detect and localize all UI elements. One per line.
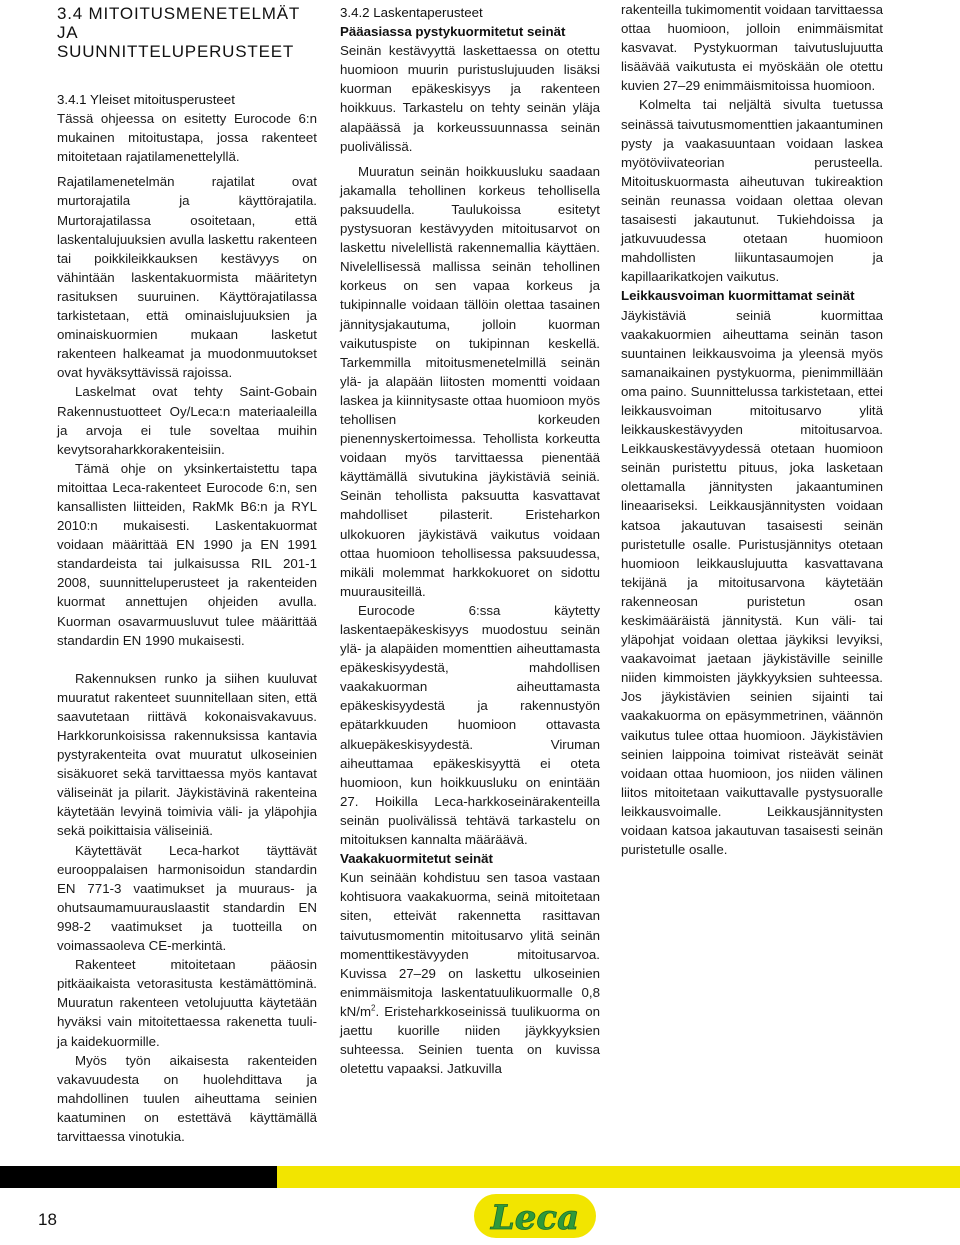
subsection-heading-general: 3.4.1 Yleiset mitoitusperusteet: [57, 92, 235, 107]
paragraph: [340, 868, 600, 1078]
paragraph: Rakenteet mitoitetaan pääosin pitkäaikaista vetorasitusta kestämättöminä. Muuratun rakenteen vetolujuutta käytetään hyväksi vain mitoitettaessa rakenetta tuuli- ja kaidekuormille.: [57, 957, 317, 1049]
column-middle: [340, 0, 600, 1078]
paragraph: Tässä ohjeessa on esitetty Eurocode 6:n mukainen mitoitustapa, jossa rakenteet mitoitetaan rajatilamenettelyllä.: [57, 111, 317, 165]
run-in-heading-vertical-loads: Pääasiassa pystykuormitetut seinät: [340, 24, 566, 40]
subsection-heading-calculation: 3.4.2 Laskentaperusteet: [340, 5, 483, 20]
page-number: 18: [38, 1210, 57, 1229]
leca-logo: [470, 1188, 600, 1244]
superscript: 2: [371, 1003, 376, 1013]
paragraph: rakenteilla tukimomentit voidaan tarvittaessa ottaa huomioon, jolloin enimmäismitat kasvavat. Pystykuorman taivutuslujuutta lisäävää vaikutusta ei myöskään ole otettu kuvien 27–29 enimmäismitoissa huomioon.: [621, 2, 883, 94]
section-title-line2: JA SUUNNITTELUPERUSTEET: [57, 23, 295, 61]
paragraph: Tämä ohje on yksinkertaistettu tapa mitoittaa Leca-rakenteet Eurocode 6:n, sen kansallisten liitteiden, RakMk B6:n ja RYL 2010:n mukaisesti. Laskentakuormat voidaan määrittää EN 1990 ja EN 1991 standardeista tai julkaisussa RIL 201-1 2008, suunnitteluperusteet ja rakenteiden kuormat annettujen ohjeiden avulla. Kuorman osavarmuusluvut tulee määrittää standardin EN 1990 mukaisesti.: [57, 460, 317, 648]
paragraph: Rakennuksen runko ja siihen kuuluvat muuratut rakenteet suunnitellaan siten, että saavutetaan riittävä kokonaisvakavuus. Harkkorunkoisissa rakennuksissa kantavia pystyrakenteita ovat muuratut ulkoseinien sisäkuoret sekä tarvittaessa myös kantavat väliseinät ja pilarit. Jäykistävinä rakenteina käytetään levyinä toimivia väli- ja yläpohjia sekä poikittaisia väliseiniä.: [57, 670, 317, 839]
footer-bar-black: [0, 1166, 277, 1188]
paragraph: Seinän kestävyyttä laskettaessa on otettu huomioon muurin puristuslujuuden lisäksi kuorman epäkeskisyys ja rakenteen hoikkuus. Tarkastelu on tehty seinän yläja alapäässä ja korkeussuunnassa seinän puolivälissä.: [340, 43, 600, 154]
footer-bar-yellow: [277, 1166, 960, 1188]
paragraph: Jäykistäviä seiniä kuormittaa vaakakuormien aiheuttama seinän tason suuntainen leikkausvoima ja yleensä myös samanaikainen pystykuorma, pienimmillään oma paino. Suunnittelussa tarkistetaan, ettei leikkausvoiman mitoitusarvo ylitä leikkauskestävyyden mitoitusarvoa. Leikkauskestävyydessä otetaan huomioon seinän puristettu pituus, joka lasketaan olettamalla jännitysten jakaantuminen lineaariseksi. Leikkausjännitysten voidaan katsoa jakautuvan tasaisesti seinän puristetulle osalle. Puristusjännitys otetaan huomioon leikkauslujuutta kasvattavana tekijänä ja mitoitusarvona käytetään rakenneosan puristetun osan keskimääräistä jännitystä. Kun väli- tai yläpohjat voidaan olettaa jäykiksi levyiksi, vaakavoimat jaetaan jäykistäville seinille niiden kimmoisten jäykkyyksien suhteessa. Jos jäykistävien seinien sijainti tai vaakakuorma on epäsymmetrinen, väännön vaikutus tulee ottaa huomioon. Jäykistävien seinien laippoina toimivat risteävät seinät voidaan ottaa huomioon, jos niiden välinen liitos mitoitetaan vaikuttavalle pystysuoralle leikkausvoimalle. Leikkausjännitysten voidaan katsoa jakautuvan tasaisesti seinän puristetulle osalle.: [621, 307, 883, 858]
paragraph: Muuratun seinän hoikkuusluku saadaan jakamalla tehollinen korkeus tehollisella paksuudella. Taulukoissa esitetyt pystysuoran kestävyyden mitoitusarvot on laskettu nivelellistä rakennemallia käyttäen. Nivelellisessä mallissa seinän tehollinen korkeus on sen vapaa korkeus ja tukipinnalle voidaan tällöin olettaa tasainen jännitysjakautuma, jolloin kuorman vaikutuspiste on tukipinnan keskellä. Tarkemmilla mitoitusmenetelmillä seinän ylä- ja alapään liitosten momentti voidaan laskea ja kiinnitysaste ottaa huomioon myös tehollisen korkeuden pienennyskertoimessa. Tehollista korkeutta voidaan myös tarvittaessa pienentää käyttämällä sivutukina jäykistäviä seiniä. Seinän tehollista paksuutta kasvattavat mahdolliset pilasterit. Eristeharkon ulkokuoren jäykistävä vaikutus voidaan ottaa huomioon tehollisessa paksuudessa, mikäli molemmat harkkokuoret on sidottu muurausiteillä.: [340, 163, 600, 599]
run-in-heading-horizontal-loads: Vaakakuormitetut seinät: [340, 851, 493, 867]
section-title-line1: 3.4 MITOITUSMENETELMÄT: [57, 4, 301, 23]
paragraph: Rajatilamenetelmän rajatilat ovat murtorajatila ja käyttörajatila. Murtorajatilassa osoitetaan, että laskentalujuuksien avulla laskettu rakenteen tai poikkileikkauksen kestävyys on vähintään laskentakuormista määritetyn rasituksen suuruinen. Käyttörajatilassa tarkistetaan, että ominaislujuuksien ja ominaiskuormien mukaan lasketut rakenteen halkeamat ja muodonmuutokset ovat hyväksyttävissä rajoissa.: [57, 174, 317, 381]
paragraph: Eurocode 6:ssa käytetty laskentaepäkeskisyys muodostuu seinän ylä- ja alapäiden momenttien aiheuttamasta epäkeskisyydestä, mahdollisen vaakakuorman aiheuttamasta epäkeskisyydestä ja rakennustyön epätarkkuuden huomioon ottavasta alkuepäkeskisyydestä. Viruman aiheuttamaa epäkeskisyyttä ei oteta huomioon, kun hoikkuusluku on enintään 27. Hoikilla Leca-harkkoseinärakenteilla seinän puolivälissä tehtävä tarkastelu on mitoituksen kannalta määräävä.: [340, 602, 600, 848]
paragraph-text: Kun seinään kohdistuu sen tasoa vastaan kohtisuora vaakakuorma, seinä mitoitetaan siten, etteivät rakennetta rasittavan taivutusmomentin mitoitusarvo ylitä seinän momenttikestävyyden mitoitusarvoa. Kuvissa 27–29 on laskettu ulkoseinien enimmäismitoja laskentatuulikuormalle 0,8 kN/m: [340, 870, 600, 1019]
section-title: [57, 4, 317, 61]
paragraph: Käytettävät Leca-harkot täyttävät eurooppalaisen harmonisoidun standardin EN 771-3 vaatimukset ja muuraus- ja ohutsaumamuurauslaastit standardin EN 998-2 vaatimukset ja tuotteilla on voimassaoleva CE-merkintä.: [57, 842, 317, 954]
paragraph: Laskelmat ovat tehty Saint-Gobain Rakennustuotteet Oy/Leca:n materiaaleilla ja arvoja ei tule soveltaa muihin kevytsoraharkkorakenteisiin.: [57, 384, 317, 457]
paragraph-text: . Eristeharkkoseinissä tuulikuorma on jaettu kuorille niiden jäykkyyksien suhteessa. Seinien tuenta on kuvissa oletettu vapaaksi. Jatkuvilla: [340, 1003, 600, 1077]
paragraph: Kolmelta tai neljältä sivulta tuetussa seinässä taivutusmomenttien jakaantuminen pysty ja vaakasuuntaan voidaan laskea myötöviivateorian perusteella. Mitoituskuormasta aiheutuvan tukireaktion seinän reunassa voidaan olettaa olevan tasaisesti jakautunut. Tukiehdoissa ja jatkuvuudessa otetaan huomioon mahdollisten liikuntasaumojen ja kapillaarikatkojen vaikutus.: [621, 97, 883, 285]
column-left: [57, 0, 317, 1146]
paragraph: Myös työn aikaisesta rakenteiden vakavuudesta on huolehdittava ja mahdollinen tuulen aiheuttama seinien kaatuminen on estettävä käyttämällä tarvittaessa vinotukia.: [57, 1052, 317, 1144]
logo-wordmark: Leca: [490, 1198, 580, 1238]
run-in-heading-shear-loads: Leikkausvoiman kuormittamat seinät: [621, 288, 855, 304]
column-right: [621, 0, 883, 859]
